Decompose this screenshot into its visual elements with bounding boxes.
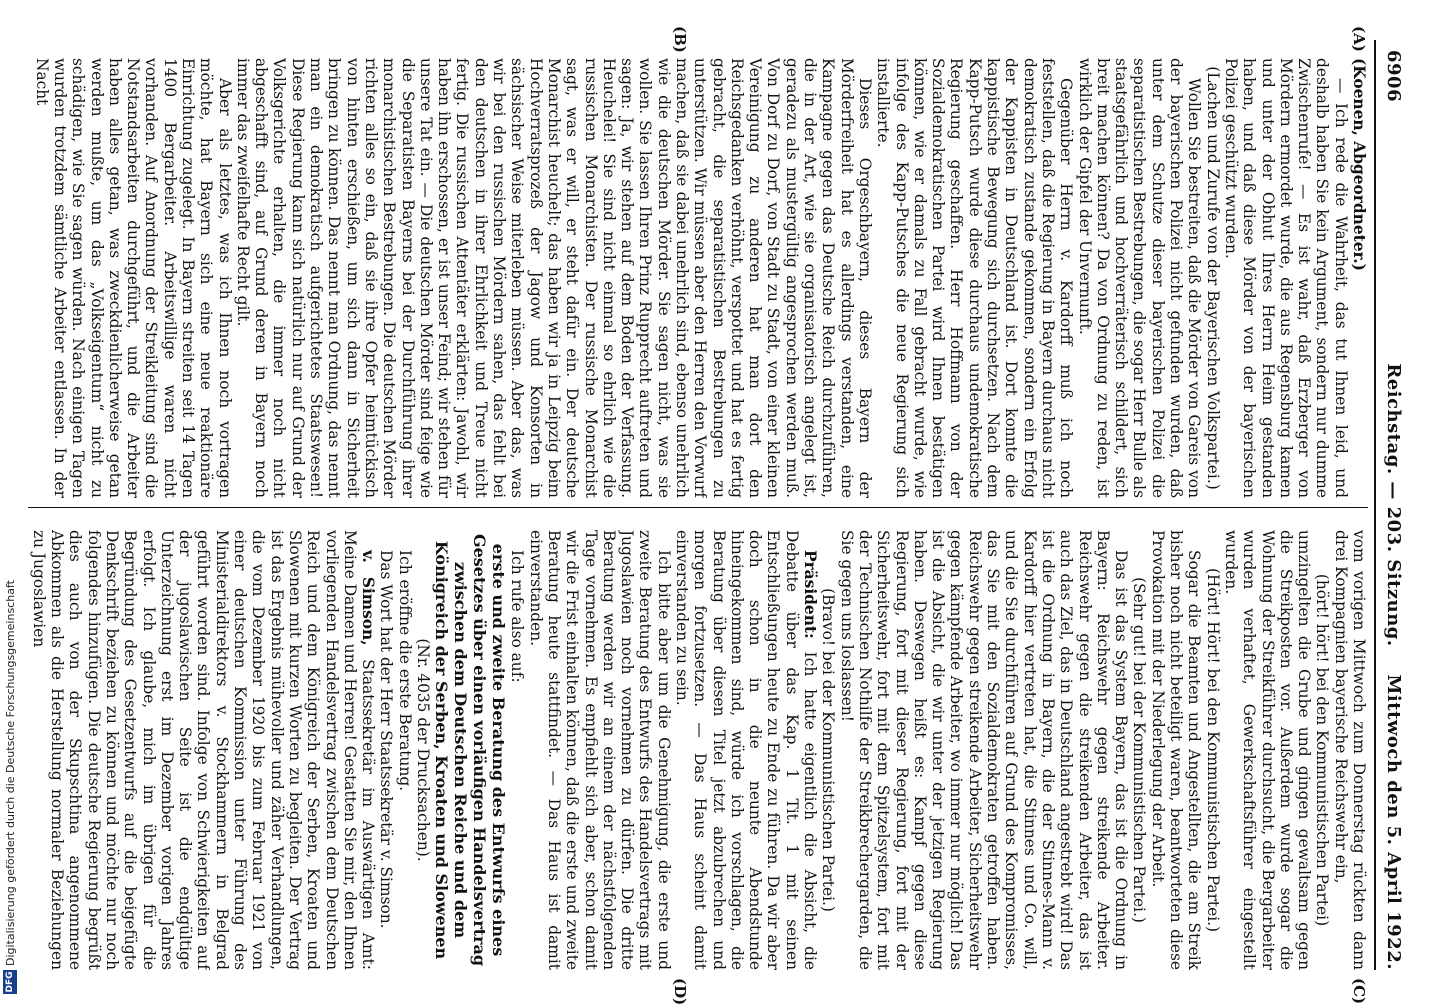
interjection: (Bravo! bei der Kommunistischen Partei.) <box>819 588 838 912</box>
paragraph: Ich bitte aber um die Genehmigung, die erste und zweite Beratung des Entwurfs des Handelsvertrags mit Jugoslawien noch vornehmen zu dürfen. Die dritte Beratung werden wir an einem der nächstfolgenden Tage vornehmen. Es empfiehlt sich aber, schon damit wir die Frist einhalten können, daß die erste und zweite Beratung heute stattfindet. — Das Haus ist damit einverstanden. <box>526 530 673 970</box>
left-column <box>28 58 1368 498</box>
paragraph: Dieses Orgeschbayern, dieses Bayern der Mörderfreiheit hat es allerdings verstanden, eine Kampagne gegen das Deutsche Reich durchzuführen, die in der Art, wie sie organisatorisch angelegt ist, geradezu als mustergültig angesprochen werden muß. Von Dorf zu Dorf, von Stadt zu Stadt, von einer kleinen Vereinigung zu anderen hat man dort den Reichsgedanken verhöhnt, verspottet und hat es fertig gebracht, die separatistischen Bestrebungen zu unterstützen. Wir müssen aber den Herren den Vorwurf machen, daß sie dabei unehrlich sind, ebenso unehrlich wie die deutschen Mörder. Sie sagen nicht, was sie wollen. Sie lassen Ihren Prinz Rupprecht auftreten und sagen: Ja, wir stehen auf dem Boden der Verfassung. Heuchelei! Sie sind nicht einmal so ehrlich wie die russischen Monarchisten. Der russische Monarchist sagt, was er will, er steht dafür ein. Der deutsche Monarchist heuchelt; das haben wir ja in Leipzig beim Hochverratsprozeß der Jagow und Konsorten in sächsischer Weise miterleben müssen. Aber das, was wir bei den russischen Mördern sahen, das fehlt bei den deutschen in ihrer Ehrlichkeit und Treue nicht fertig. Die russischen Attentäter erklärten: Jawohl, wir haben ihn erschossen, er ist unser Feind; wir stehen für unsere Tat ein. — Die deutschen Mörder sind feige wie die Separatisten Bayerns bei der Durchführung ihrer monarchistischen Bestrebungen. Die deutschen Mörder richten alles so ein, daß sie ihre Opfer heimtückisch von hinten erschießen, um sich dann in Sicherheit bringen zu können. Das nennt man Ordnung, das nennt man ein demokratisch aufgerichtetes Staatswesen! Diese Regierung kann sich natürlich nur auf Grund der Volksgerichte erhalten, die immer noch nicht abgeschafft sind, auf Grund deren in Bayern noch immer das zweifelhafte Recht gilt. <box>233 58 874 498</box>
dfg-logo: DFG <box>5 971 15 993</box>
right-column <box>28 530 1368 970</box>
paragraph-text: Staatssekretär im Auswärtigen Amt: Meine Damen und Herren! Gestatten Sie mir, den Ihnen vorliegenden Handelsvertrag zwischen dem Deutschen Reich und dem Königreich der Serben, Kroaten und Slowenen mit kurzen Worten zu begleiten. Der Vertrag ist das Ergebnis mühevoller und zäher Verhandlungen, die vom Dezember 1920 bis zum Februar 1921 von einer deutschen Kommission unter Führung des Ministerialdirektors v. Stockhammern in Belgrad geführt worden sind. Infolge von Schwierigkeiten auf der jugoslawischen Seite ist die endgültige Unterzeichnung erst im Dezember vorigen Jahres erfolgt. Ich glaube, mich im übrigen für die Begründung des Gesetzentwurfs auf die beigefügte Denkschrift beziehen zu können und möchte nur noch folgendes hinzufügen. Die deutsche Regierung begrüßt dies auch von der Skupschtina angenommene Abkommen als die Herstellung normaler Beziehungen zu Jugoslawien <box>29 530 378 970</box>
paragraph: Sogar die Beamten und Angestellten, die am Streik bisher noch nicht beteiligt waren, beantworteten diese Provokation mit der Niederlegung der Arbeit. <box>1148 530 1204 970</box>
speaker-label: Präsident: <box>801 550 820 639</box>
paragraph: Aber als letztes, was ich Ihnen noch vortragen möchte, hat Bayern sich eine neue reaktionäre Einrichtung zugelegt. In Bayern streiten seit 14 Tagen 1400 Bergarbeiter. Arbeitswillige waren nicht vorhanden. Auf Anordnung der Streikleitung sind die Notstandsarbeiten durchgeführt, und die Arbeiter haben alles getan, was zweckdienlicherweise getan werden mußte, um das „Volkseigentum“ nicht zu schädigen, wie Sie sagen würden. Nach einigen Tagen wurden trotzdem sämtliche Arbeiter entlassen. In der Nacht <box>32 58 234 498</box>
paragraph: Wollen Sie bestreiten, daß die Mörder von Gareis von der bayerischen Polizei nicht gefunden wurden, daß unter dem Schutze dieser bayerischen Polizei die separatistischen Bestrebungen, die sogar Herr Bulle als staatsgefährlich und hochverräterisch schildert, sich breit machen können? Da von Ordnung zu reden, ist wirklich der Gipfel der Unvernunft. <box>1075 58 1204 498</box>
paragraph: Ich rufe also auf: <box>508 550 527 683</box>
agenda-heading: erste und zweite Beratung des Entwurfs eines Gesetzes über einen vorläufigen Handelsvertrag zwischen dem Deutschen Reiche und dem Königreich der Serben, Kroaten und Slowenen <box>432 533 509 967</box>
paragraph-text: Ich hatte eigentlich die Absicht, die Debatte über das Kap. 1 Tit. 1 mit seinen Entschließungen heute zu Ende zu führen. Da wir aber doch schon in die neunte Abendstunde hineingekommen sind, würde ich vorschlagen, die Beratung über diesen Titel jetzt abzubrechen und morgen fortzusetzen. — Das Haus scheint damit einverstanden zu sein. <box>673 530 820 970</box>
margin-marker-d: (D) <box>671 978 689 1005</box>
session-title: Reichstag. — 203. Sitzung. <box>1383 363 1404 647</box>
page-number: 6906 <box>1383 50 1404 103</box>
paragraph: — Ich rede die Wahrheit, das tut Ihnen leid, und deshalb haben Sie kein Argument, sondern nur dumme Zwischenrufe! — Es ist wahr, daß Erzberger von Mördern ermordet wurde, die aus Regensburg kamen und unter der Obhut Ihres Herrn Heim gestanden haben, und daß diese Mörder von der bayerischen Polizei geschützt wurden. <box>1221 58 1350 498</box>
interjection: (Hört! Hört! bei den Kommunistischen Partei.) <box>1203 567 1222 933</box>
speaker-note: (Koenen, Abgeordneter.) <box>1350 58 1368 271</box>
paragraph: Ich eröffne die erste Beratung. <box>395 550 414 792</box>
paragraph: umzingelten die Grube und gingen gewaltsam gegen die Streikposten vor. Außerdem wurde sogar die Wohnung der Streikführer durchsucht, die Bergarbeiter wurden verhaftet, Gewerkschaftsführer eingestellt wurden. <box>1221 530 1314 970</box>
page-header <box>1376 40 1404 970</box>
interjection: (Lachen und Zurufe von der Bayerischen Volkspartei.) <box>1203 66 1222 490</box>
digitization-credit <box>0 0 20 1000</box>
margin-marker-a: (A) <box>1350 26 1368 52</box>
interjection: (hört! hört! bei den Kommunistischen Partei) <box>1313 573 1332 927</box>
speaker-label: v. Simson, <box>359 550 378 646</box>
paragraph: Das Wort hat der Herr Staatssekretär v. Simson. <box>377 550 396 929</box>
session-date: Mittwoch den 5. April 1922. <box>1383 674 1404 970</box>
agenda-heading-tail: (Nr. 4035 der Drucksachen). <box>414 638 433 862</box>
column-separator <box>28 507 1368 508</box>
paragraph: Das ist das System Bayern, das ist die Ordnung in Bayern: Reichswehr gegen streikende Arbeiter. Reichswehr gegen die streikenden Arbeiter, das ist auch das Ziel, das in Deutschland angestrebt wird! Das ist die Ordnung in Bayern, die der Stinnes-Mann v. Kardorff hier vertreten hat, die Stinnes und Co. will, und die Sie durchführen auf Grund des Kompromisses, das Sie mit den Sozialdemokraten getroffen haben. Reichswehr gegen streikende Arbeiter, Sicherheitswehr gegen kämpfende Arbeiter, wo immer nur möglich! Das ist die Absicht, die wir unter der jetzigen Regierung haben. Deswegen heißt es: Kampf gegen diese Regierung, fort mit dieser Regierung, fort mit der Sicherheitswehr, fort mit dem Spitzelsystem, fort mit der Technischen Nothilfe der Streikbrechergarden, die Sie gegen uns loslassen! <box>837 530 1131 970</box>
interjection: (Sehr gut! bei der Kommunistischen Partei.) <box>1130 577 1149 923</box>
margin-marker-c: (C) <box>1350 978 1368 1005</box>
header-rule <box>1374 40 1376 970</box>
paragraph: vom vorigen Mittwoch zum Donnerstag rückten dann drei Kompagnien bayerische Reichswehr ein, <box>1331 530 1368 970</box>
credit-text: Digitalisierung gefördert durch die Deutsche Forschungsgemeinschaft <box>4 580 17 966</box>
simson-paragraph <box>30 530 378 970</box>
president-paragraph <box>673 530 819 970</box>
paragraph: Gegenüber Herrn v. Kardorff muß ich noch feststellen, daß die Regierung in Bayern durchaus nicht demokratisch zustande gekommen, sondern ein Erfolg der Kappisten in Deutschland ist. Dort konnte die kappistische Bewegung sich durchsetzen. Nach dem Kapp-Putsch wurde diese durchaus undemokratische Regierung geschaffen. Herr Hoffmann von der Sozialdemokratischen Partei wird Ihnen bestätigen können, wie er damals zu Fall gebracht wurde, wie infolge des Kapp-Putsches die neue Regierung sich installierte. <box>874 58 1076 498</box>
margin-marker-b: (B) <box>671 26 689 53</box>
